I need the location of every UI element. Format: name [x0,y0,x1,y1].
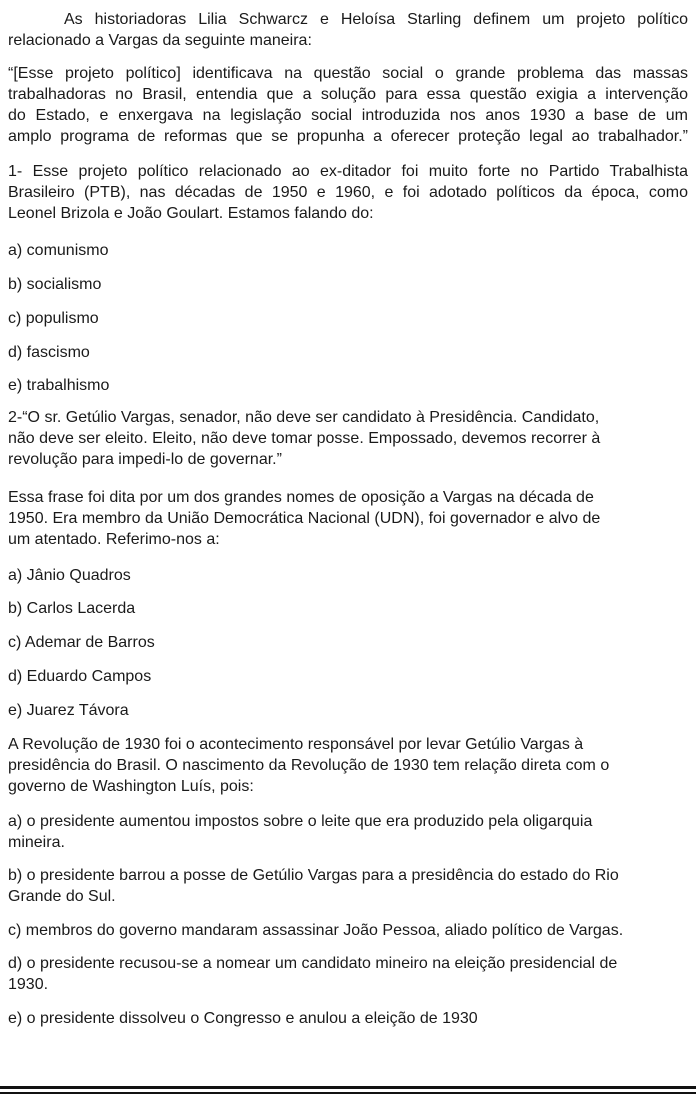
question-3-text [8,734,688,797]
question-2-line: Essa frase foi dita por um dos grandes nomes de oposição a Vargas na década de [8,489,594,506]
question-2-quote-line: revolução para impedi-lo de governar.” [8,451,282,468]
question-1-text [8,161,688,224]
question-1-option-e[interactable]: e) trabalhismo [8,377,110,394]
question-3-line: governo de Washington Luís, pois: [8,778,254,795]
question-2-option-a[interactable]: a) Jânio Quadros [8,567,131,584]
question-2-quote [8,407,688,470]
option-line: Grande do Sul. [8,888,116,905]
option-line: mineira. [8,834,65,851]
question-1-line: 1- Esse projeto político relacionado ao ex-ditador foi muito forte no Partido Trabalhista [8,163,688,180]
question-1-line: Brasileiro (PTB), nas décadas de 1950 e 1960, e foi adotado políticos da época, como [8,184,688,201]
quote-paragraph [8,63,688,147]
question-3-option-c[interactable] [8,920,688,941]
question-1-line: Leonel Brizola e João Goulart. Estamos falando do: [8,205,374,222]
question-3-line: A Revolução de 1930 foi o acontecimento responsável por levar Getúlio Vargas à [8,736,584,753]
question-1-option-a[interactable]: a) comunismo [8,242,109,259]
quote-line: trabalhadoras no Brasil, entendia que a solução para essa questão exigia a intervenção [8,86,688,103]
question-2-line: 1950. Era membro da União Democrática Nacional (UDN), foi governador e alvo de [8,510,601,527]
question-2-text [8,487,688,550]
quote-line: amplo programa de reformas que se propunha a oferecer proteção legal ao trabalhador.” [8,128,688,145]
option-line: b) o presidente barrou a posse de Getúlio Vargas para a presidência do estado do Rio [8,867,619,884]
question-3-option-d[interactable] [8,953,688,995]
quote-line: do Estado, e enxergava na legislação social introduzida nos anos 1930 a base de um [8,107,688,124]
option-line: d) o presidente recusou-se a nomear um candidato mineiro na eleição presidencial de [8,955,618,972]
option-line: a) o presidente aumentou impostos sobre o leite que era produzido pela oligarquia [8,813,593,830]
question-2-option-d[interactable]: d) Eduardo Campos [8,668,152,685]
question-3-line: presidência do Brasil. O nascimento da Revolução de 1930 tem relação direta com o [8,757,610,774]
question-2-option-b[interactable]: b) Carlos Lacerda [8,600,136,617]
question-2-line: um atentado. Referimo-nos a: [8,531,220,548]
question-1-option-b[interactable]: b) socialismo [8,276,102,293]
intro-line: As historiadoras Lilia Schwarcz e Heloísa Starling definem um projeto político [64,11,688,28]
quote-line: “[Esse projeto político] identificava na questão social o grande problema das massas [8,65,688,82]
intro-line: relacionado a Vargas da seguinte maneira: [8,32,312,49]
option-line: 1930. [8,976,49,993]
question-1-option-d[interactable]: d) fascismo [8,344,90,361]
bottom-rule-top [0,1086,696,1089]
question-2-option-c[interactable]: c) Ademar de Barros [8,634,155,651]
bottom-rule-bottom [0,1092,696,1094]
question-3-option-e[interactable] [8,1008,688,1029]
question-2-quote-line: não deve ser eleito. Eleito, não deve tomar posse. Empossado, devemos recorrer à [8,430,601,447]
question-2-quote-line: 2-“O sr. Getúlio Vargas, senador, não deve ser candidato à Presidência. Candidato, [8,409,600,426]
intro-paragraph [8,9,688,51]
question-2-option-e[interactable]: e) Juarez Távora [8,702,129,719]
option-line: c) membros do governo mandaram assassinar João Pessoa, aliado político de Vargas. [8,922,624,939]
option-line: e) o presidente dissolveu o Congresso e anulou a eleição de 1930 [8,1010,478,1027]
question-3-option-a[interactable] [8,811,688,853]
question-3-option-b[interactable] [8,865,688,907]
question-1-option-c[interactable]: c) populismo [8,310,99,327]
